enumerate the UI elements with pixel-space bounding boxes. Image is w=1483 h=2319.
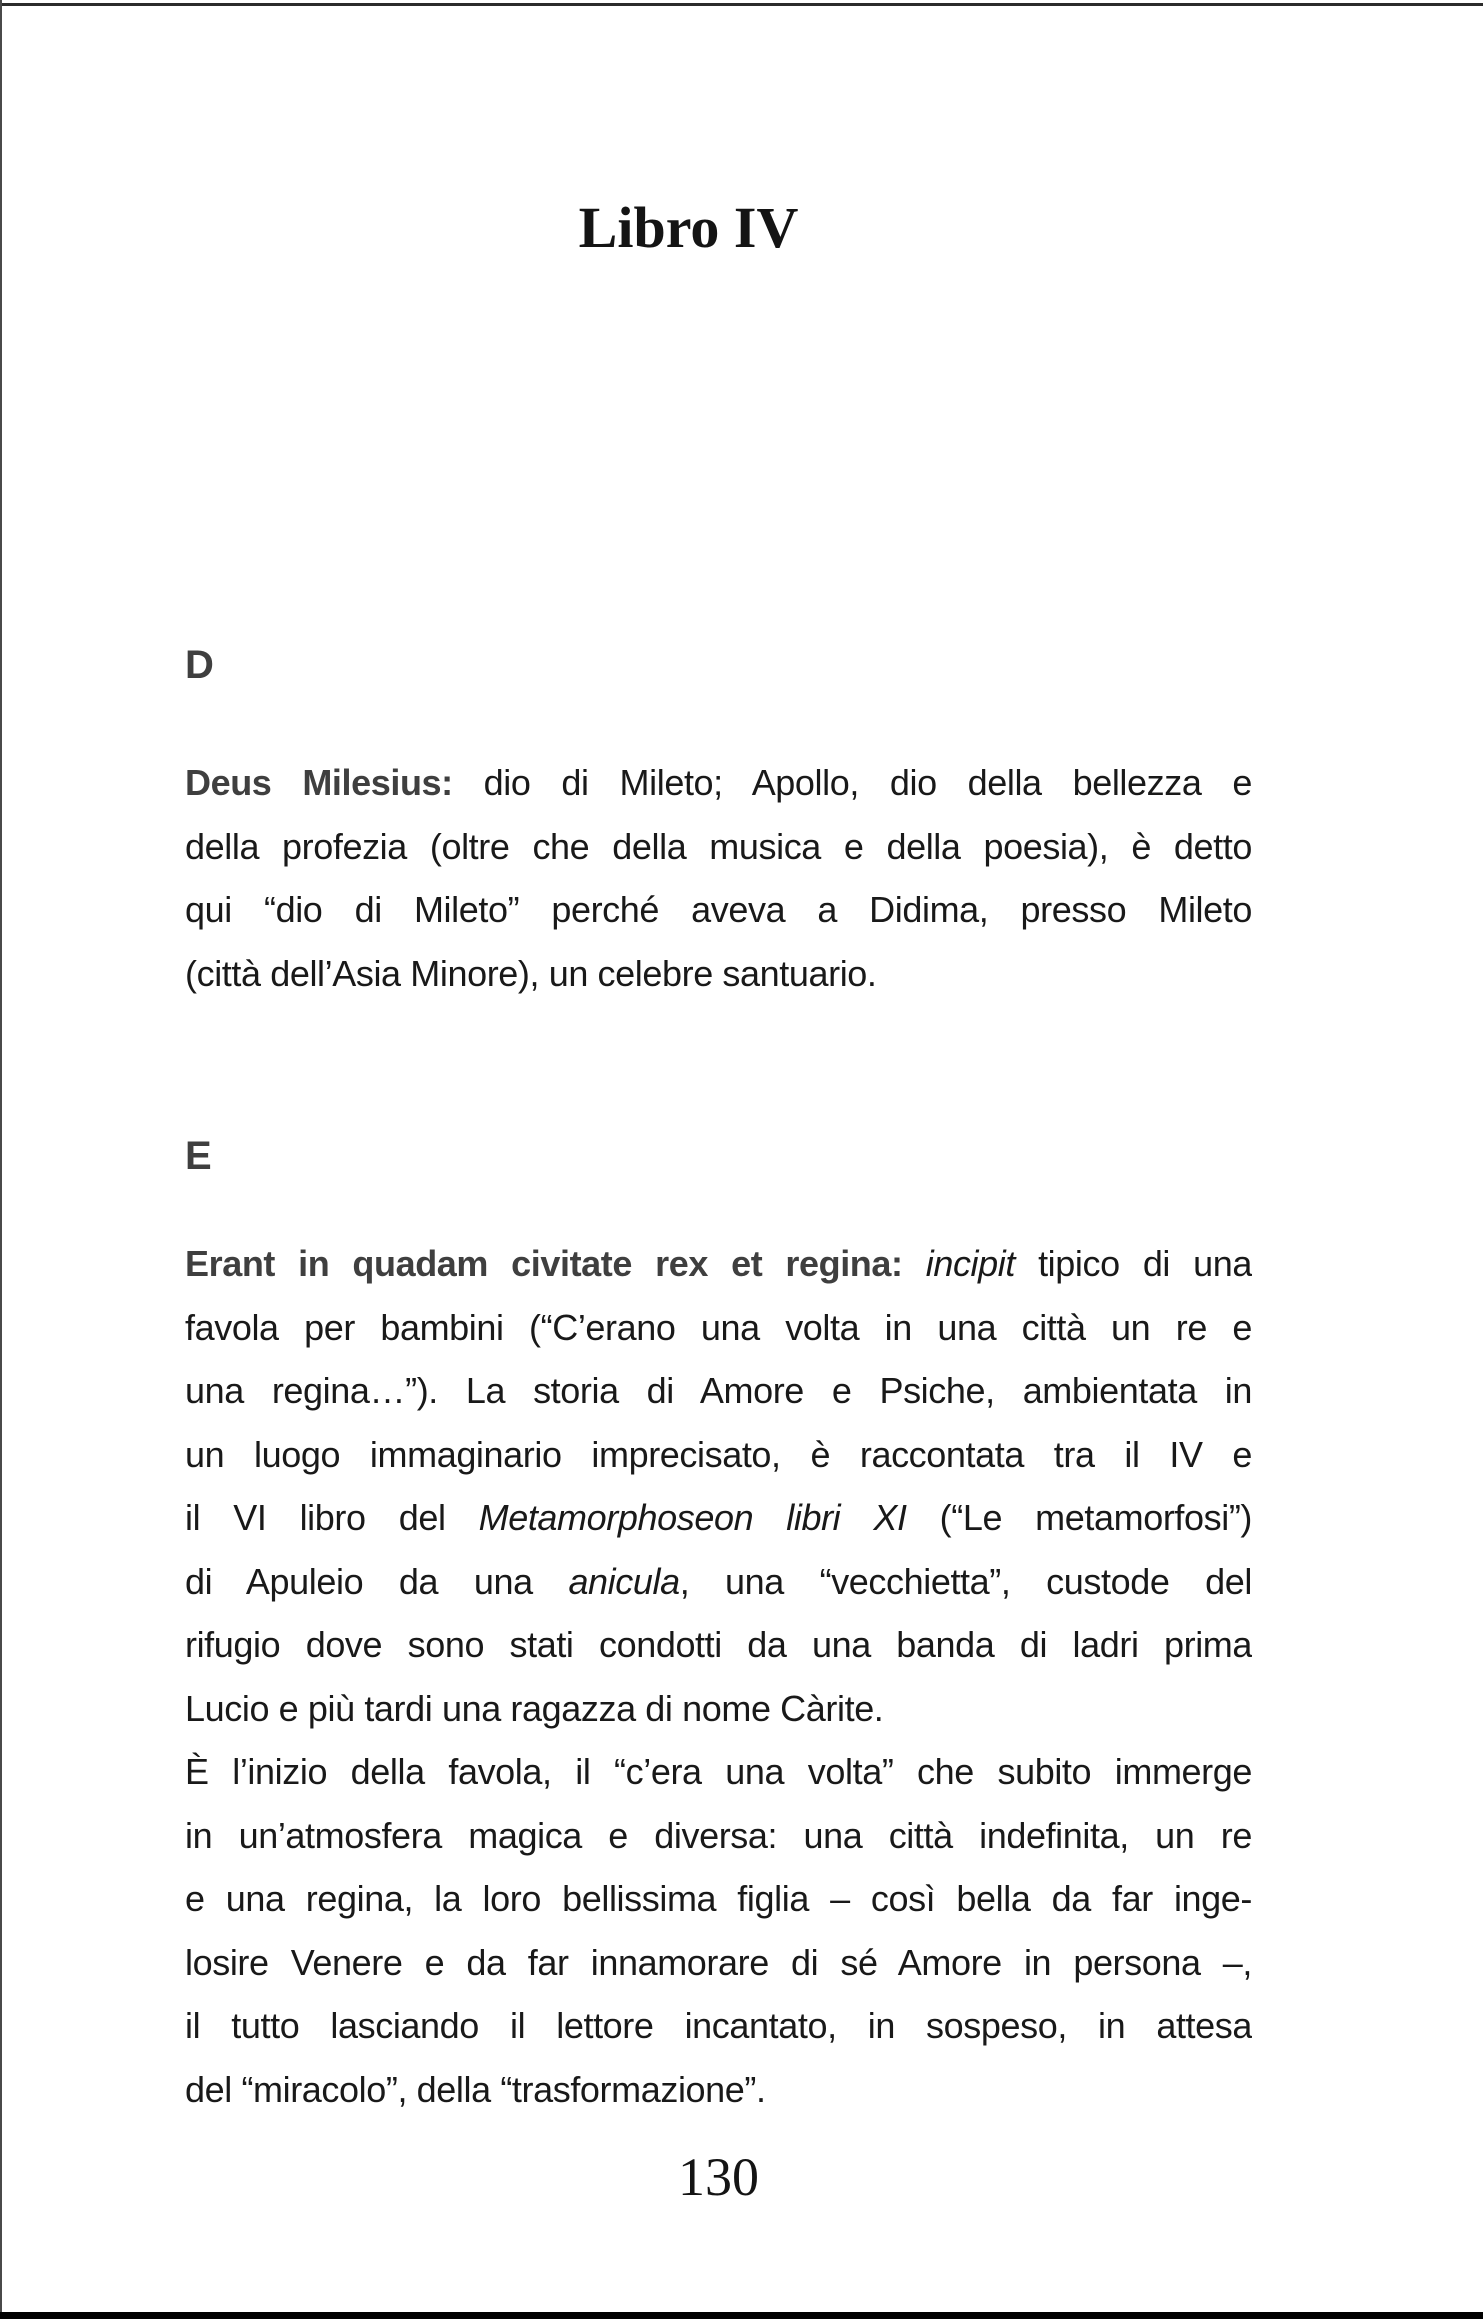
text-line (185, 1232, 1252, 1296)
text-run: (“Le metamorfosi”) (906, 1497, 1252, 1538)
glossary-entry (185, 751, 1252, 1005)
text-run: È l’inizio della favola, il “c’era una volta” che subito immerge (185, 1751, 1252, 1792)
text-run: in un’atmosfera magica e diversa: una città indefinita, un re (185, 1814, 1252, 1856)
text-run: (città dell’Asia Minore), un celebre santuario. (185, 952, 877, 994)
text-line (185, 1931, 1252, 1995)
text-line (185, 878, 1252, 942)
text-line (185, 1804, 1252, 1868)
text-run: della profezia (oltre che della musica e della poesia), è detto (185, 825, 1252, 867)
text-line (185, 751, 1252, 815)
text-run: un luogo immaginario imprecisato, è raccontata tra il IV e (185, 1433, 1252, 1475)
text-line (185, 1423, 1252, 1487)
glossary-content (185, 0, 1252, 2121)
text-line (185, 1867, 1252, 1931)
text-run: losire Venere e da far innamorare di sé Amore in persona –, (185, 1941, 1252, 1983)
page-border-left (0, 0, 2, 2319)
text-line (185, 1359, 1252, 1423)
text-line (185, 942, 1252, 1006)
text-line (185, 1740, 1252, 1804)
text-line (185, 1486, 1252, 1550)
page-number: 130 (678, 2147, 759, 2207)
italic-run: anicula (568, 1560, 680, 1602)
glossary-section-E (185, 1136, 1252, 2121)
text-line (185, 1677, 1252, 1741)
lemma-bold-run: Erant in quadam civitate rex et regina: (185, 1243, 903, 1284)
text-line (185, 1296, 1252, 1360)
text-run: una regina…”). La storia di Amore e Psiche, ambientata in (185, 1370, 1252, 1411)
text-run: tipico di una (1014, 1243, 1252, 1284)
text-run: rifugio dove sono stati condotti da una banda di ladri prima (185, 1624, 1252, 1665)
text-line (185, 1550, 1252, 1614)
section-letter-heading: E (185, 1134, 213, 1178)
text-run (903, 1243, 926, 1284)
text-line (185, 1994, 1252, 2058)
text-run: del “miracolo”, della “trasformazione”. (185, 2068, 766, 2110)
italic-run: Metamorphoseon libri XI (478, 1497, 907, 1538)
text-run: dio di Mileto; Apollo, dio della bellezza e (452, 762, 1252, 803)
glossary-entry (185, 1232, 1252, 2121)
text-line (185, 1613, 1252, 1677)
text-run: e una regina, la loro bellissima figlia – così bella da far inge- (185, 1878, 1252, 1919)
text-line (185, 815, 1252, 879)
lemma-bold-run: Deus Milesius: (185, 762, 453, 803)
text-run: il tutto lasciando il lettore incantato, in sospeso, in attesa (185, 2005, 1252, 2046)
text-run: di Apuleio da una (185, 1560, 569, 1602)
section-letter-heading: D (185, 643, 215, 687)
text-run: qui “dio di Mileto” perché aveva a Didima, presso Mileto (185, 889, 1252, 930)
page-border-bottom (0, 2312, 1483, 2319)
chapter-title: Libro IV (578, 194, 799, 260)
text-run: favola per bambini (“C’erano una volta in una città un re e (185, 1306, 1252, 1348)
glossary-section-D (185, 645, 1252, 1005)
text-run: Lucio e più tardi una ragazza di nome Càrite. (185, 1687, 884, 1729)
text-run: il VI libro del (185, 1497, 479, 1538)
italic-run: incipit (925, 1243, 1015, 1284)
text-line (185, 2058, 1252, 2122)
text-run: , una “vecchietta”, custode del (679, 1560, 1252, 1602)
